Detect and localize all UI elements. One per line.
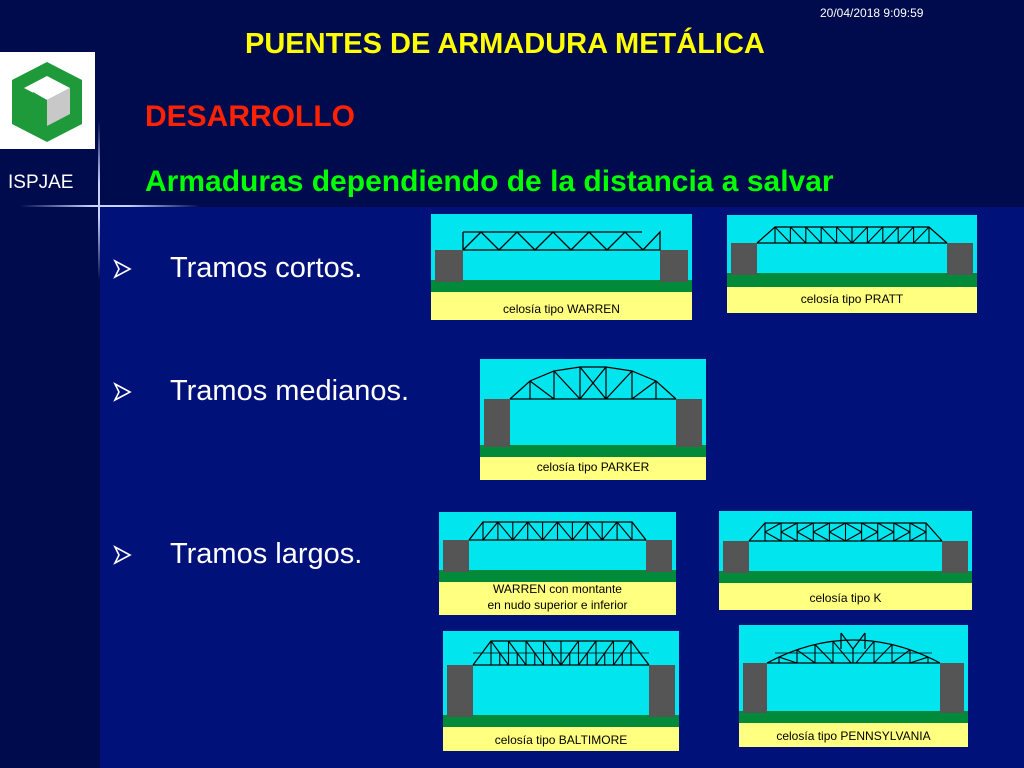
diagram-caption: celosía tipo PRATT <box>800 292 904 306</box>
diagram-pratt <box>727 215 977 313</box>
diagram-caption-line1: WARREN con montante <box>493 582 622 596</box>
warren-verticals-truss-drawing <box>439 512 676 582</box>
bullet-medium-spans <box>112 375 409 408</box>
bullet-short-spans <box>112 252 362 285</box>
bullet-long-spans <box>112 538 362 571</box>
pennsylvania-truss-drawing <box>739 625 968 723</box>
diagram-baltimore <box>443 631 679 751</box>
bullet-label: Tramos medianos. <box>170 375 410 407</box>
section-heading: DESARROLLO <box>145 100 355 133</box>
decorative-vertical-line <box>98 120 100 280</box>
diagram-caption: celosía tipo WARREN <box>503 302 620 316</box>
diagram-caption: celosía tipo BALTIMORE <box>494 733 628 747</box>
arrow-bullet-icon <box>112 382 132 402</box>
diagram-warren <box>431 214 692 320</box>
diagram-parker <box>480 359 706 480</box>
diagram-pennsylvania <box>739 625 968 747</box>
diagram-warren-verticals <box>439 512 676 615</box>
baltimore-truss-drawing <box>443 631 679 727</box>
sidebar-background <box>0 207 100 768</box>
parker-truss-drawing <box>480 359 706 457</box>
slide-subtitle: Armaduras dependiendo de la distancia a salvar <box>145 165 834 198</box>
diagram-caption: celosía tipo PENNSYLVANIA <box>776 729 931 743</box>
logo-cube-icon <box>0 52 95 149</box>
arrow-bullet-icon <box>112 545 132 565</box>
pratt-truss-drawing <box>727 215 977 287</box>
diagram-k-truss <box>719 511 972 610</box>
warren-truss-drawing <box>431 214 692 306</box>
page-title: PUENTES DE ARMADURA METÁLICA <box>245 28 765 60</box>
arrow-bullet-icon <box>112 259 132 279</box>
bullet-label: Tramos largos. <box>170 538 363 570</box>
diagram-caption: celosía tipo K <box>809 591 882 605</box>
slide-datetime: 20/04/2018 9:09:59 <box>820 6 924 20</box>
k-truss-drawing <box>719 511 972 583</box>
ispjae-logo <box>0 52 95 149</box>
diagram-caption-line2: en nudo superior e inferior <box>487 598 628 612</box>
bullet-label: Tramos cortos. <box>170 252 363 284</box>
logo-label: ISPJAE <box>8 172 74 193</box>
diagram-caption: celosía tipo PARKER <box>536 460 650 474</box>
decorative-horizontal-line <box>20 205 200 207</box>
